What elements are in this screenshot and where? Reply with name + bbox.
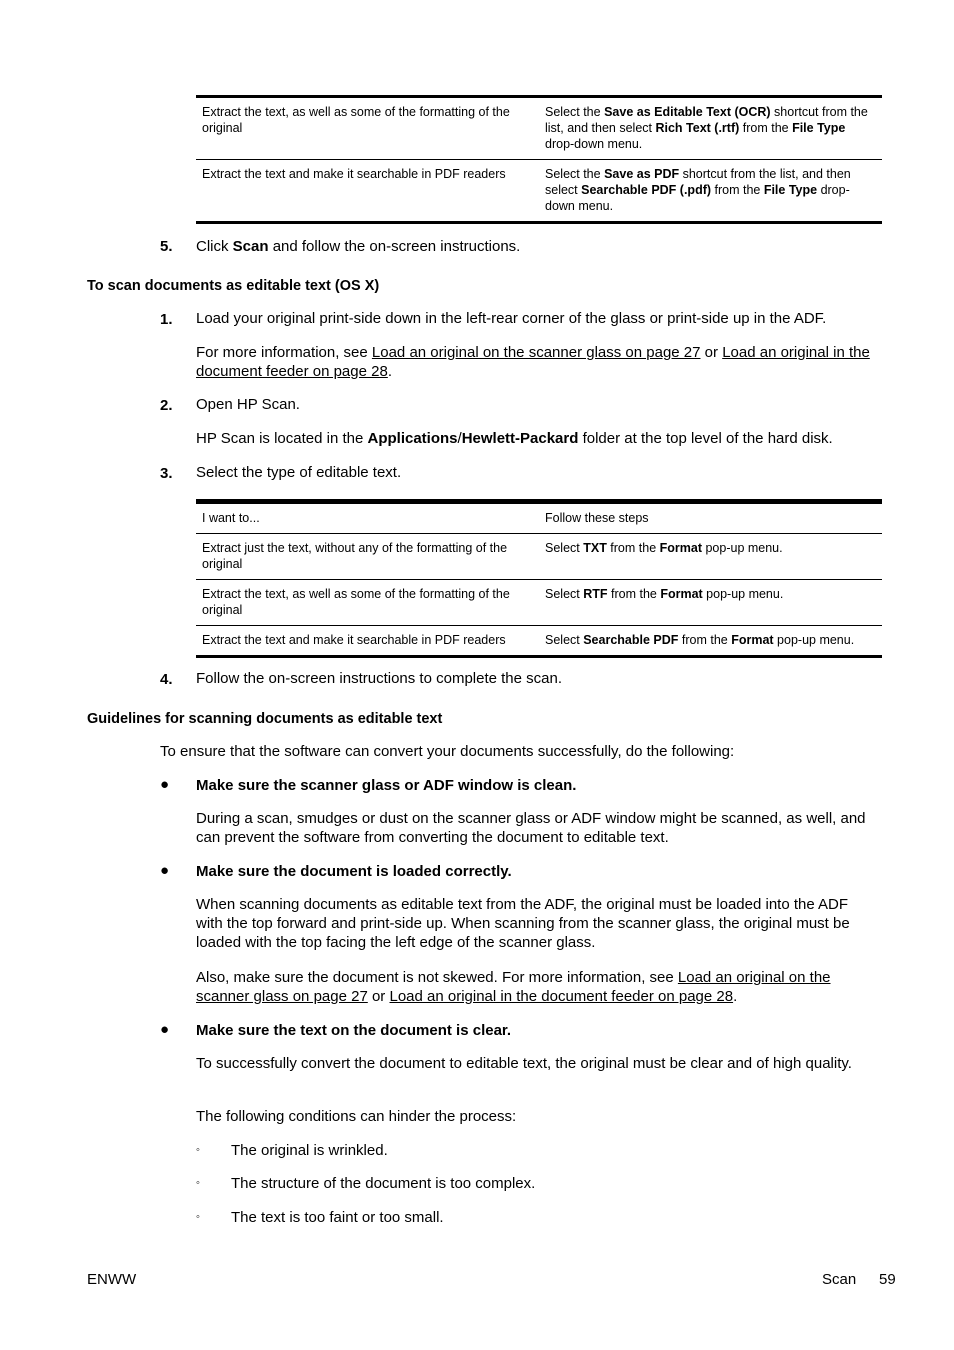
section-heading-guidelines: Guidelines for scanning documents as editable text (87, 711, 443, 727)
note-text: or (367, 988, 390, 1005)
condition-item: The text is too faint or too small. (231, 1209, 444, 1226)
step-text: Follow the on-screen instructions to complete the scan. (196, 670, 563, 687)
table-cell-want: Extract just the text, without any of the formatting of the original (196, 534, 539, 580)
step-text: Select the type of editable text. (196, 464, 402, 481)
step-number: 2. (160, 397, 173, 414)
link-load-glass[interactable]: Load an original on the scanner glass on page 27 (371, 344, 701, 361)
text-segment: Select (545, 633, 584, 647)
bullet-note (196, 968, 880, 1006)
table-row (196, 97, 882, 160)
table-cell-steps (539, 160, 882, 223)
ui-term: TXT (583, 541, 607, 555)
sub-bullet-icon: ◦ (196, 1144, 200, 1156)
text-segment: drop-down menu. (545, 183, 850, 213)
text-segment: pop-up menu. (702, 587, 784, 601)
bullet-title: Make sure the scanner glass or ADF window is clean. (196, 777, 577, 794)
footer-left: ENWW (87, 1271, 137, 1288)
note-text: . (387, 363, 392, 380)
table-header-want: I want to... (196, 502, 539, 534)
step-note (196, 343, 882, 381)
ui-term: Format (660, 587, 703, 601)
table-cell-steps (539, 534, 882, 580)
text-segment: Select (545, 587, 584, 601)
sub-bullet-icon: ◦ (196, 1211, 200, 1223)
text-segment: from the (678, 633, 732, 647)
text-segment: drop-down menu. (545, 137, 643, 151)
ui-term: Save as Editable Text (OCR) (604, 105, 771, 119)
ui-term: Searchable PDF (.pdf) (581, 183, 712, 197)
table-header-row (196, 502, 882, 534)
text-segment: pop-up menu. (702, 541, 783, 555)
step-number: 1. (160, 311, 173, 328)
ui-term: Format (659, 541, 702, 555)
condition-item: The structure of the document is too complex. (231, 1175, 536, 1192)
table-header-steps: Follow these steps (539, 502, 882, 534)
table-cell-steps (539, 97, 882, 160)
table-cell-steps (539, 580, 882, 626)
text-segment: shortcut from the list, and then select (545, 167, 851, 197)
step-text: Open HP Scan. (196, 396, 300, 413)
step-number: 5. (160, 238, 173, 255)
step-note (196, 429, 886, 448)
text-segment: from the (607, 587, 661, 601)
bullet-text: To successfully convert the document to editable text, the original must be clear and of high quality. (196, 1055, 852, 1072)
ui-term: Save as PDF (604, 167, 680, 181)
text-segment: Select the (545, 167, 605, 181)
bullet-text: When scanning documents as editable text from the ADF, the original must be loaded into the ADF with the top forward and print-side up. When scanning from the scanner glass, the original must be loaded with the top facing the left edge of the scanner glass. (196, 896, 850, 951)
bullet-icon: ● (160, 1021, 170, 1038)
step-number: 4. (160, 671, 173, 688)
step-number: 3. (160, 465, 173, 482)
ui-term: Format (731, 633, 774, 647)
ui-term: Applications (367, 430, 458, 447)
table-cell-want: Extract the text, as well as some of the formatting of the original (196, 580, 539, 626)
table-row (196, 580, 882, 626)
link-load-glass[interactable]: Load an original on the scanner glass on page 27 (196, 969, 831, 1005)
step-text (196, 237, 886, 256)
text-segment: shortcut from the list, and then select (545, 105, 868, 135)
bullet-title: Make sure the document is loaded correctly. (196, 863, 512, 880)
note-text: . (733, 988, 738, 1005)
table-cell-want: Extract the text and make it searchable in PDF readers (196, 626, 539, 657)
step-text: Load your original print-side down in the left-rear corner of the glass or print-side up in the ADF. (196, 310, 827, 327)
text-segment: Select (545, 541, 584, 555)
editable-text-table-windows (196, 95, 882, 224)
text-segment: HP Scan is located in the (196, 430, 368, 447)
ui-term: File Type (792, 121, 846, 135)
bullet-icon: ● (160, 776, 170, 793)
ui-term: Hewlett-Packard (461, 430, 579, 447)
ui-term: Rich Text (.rtf) (655, 121, 740, 135)
ui-term: File Type (763, 183, 818, 197)
sub-bullet-icon: ◦ (196, 1177, 200, 1189)
table-row (196, 160, 882, 223)
note-text: For more information, see (196, 344, 372, 361)
table-cell-steps (539, 626, 882, 657)
text-segment: Select the (545, 105, 605, 119)
table-cell-want: Extract the text, as well as some of the formatting of the original (196, 97, 539, 160)
table-row (196, 626, 882, 657)
text-segment: folder at the top level of the hard disk. (578, 430, 833, 447)
text-segment: from the (711, 183, 764, 197)
ui-term: Searchable PDF (583, 633, 679, 647)
editable-text-table-osx (196, 499, 882, 658)
bullet-text: During a scan, smudges or dust on the scanner glass or ADF window might be scanned, as well, and can prevent the software from converting the document to editable text. (196, 810, 866, 846)
text-segment: Click (196, 238, 233, 255)
ui-term: Scan (232, 238, 269, 255)
bullet-icon: ● (160, 862, 170, 879)
footer-section: Scan (822, 1271, 857, 1288)
table-cell-want: Extract the text and make it searchable in PDF readers (196, 160, 539, 223)
guidelines-intro: To ensure that the software can convert your documents successfully, do the following: (160, 743, 735, 760)
section-heading-osx: To scan documents as editable text (OS X) (87, 278, 380, 294)
page-number: 59 (879, 1271, 896, 1288)
ui-term: RTF (583, 587, 608, 601)
text-segment: from the (606, 541, 660, 555)
text-segment: and follow the on-screen instructions. (268, 238, 521, 255)
link-load-feeder[interactable]: Load an original in the document feeder on page 28 (389, 988, 734, 1005)
link-load-feeder[interactable]: Load an original in the document feeder on page 28 (196, 344, 870, 380)
text-segment: / (457, 430, 462, 447)
text-segment: pop-up menu. (773, 633, 855, 647)
note-text: or (700, 344, 723, 361)
note-text: Also, make sure the document is not skewed. For more information, see (196, 969, 678, 986)
condition-item: The original is wrinkled. (231, 1142, 388, 1159)
table-row (196, 534, 882, 580)
bullet-text: The following conditions can hinder the process: (196, 1108, 517, 1125)
bullet-title: Make sure the text on the document is clear. (196, 1022, 512, 1039)
text-segment: from the (739, 121, 793, 135)
